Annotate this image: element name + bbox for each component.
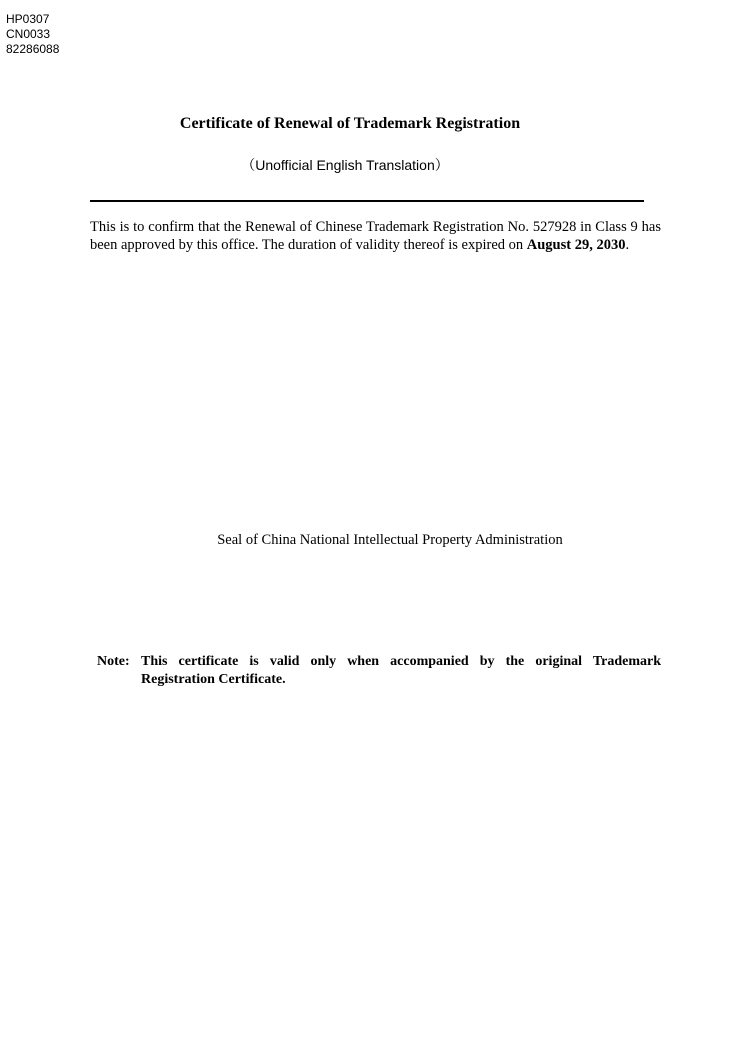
reference-codes	[6, 12, 59, 57]
reference-code: 82286088	[6, 42, 60, 56]
confirmation-text-end: .	[625, 237, 630, 253]
confirmation-text: This is to confirm that the Renewal of Chinese Trademark Registration No. 527928 in Class 9 has been approved by this office. The duration of validity thereof is expired on	[90, 219, 661, 253]
note-label: Note:	[97, 654, 130, 669]
horizontal-divider	[90, 200, 644, 202]
reference-code: HP0307	[6, 12, 50, 26]
expiry-date: August 29, 2030	[526, 237, 626, 253]
confirmation-paragraph	[90, 218, 661, 254]
reference-code: CN0033	[6, 27, 51, 41]
document-title: Certificate of Renewal of Trademark Registration	[179, 115, 521, 132]
document-subtitle: （Unofficial English Translation）	[241, 157, 449, 173]
note-text: This certificate is valid only when accompanied by the original Trademark Registration Certificate.	[141, 654, 661, 687]
note-block	[97, 653, 661, 689]
seal-caption: Seal of China National Intellectual Property Administration	[217, 532, 563, 548]
